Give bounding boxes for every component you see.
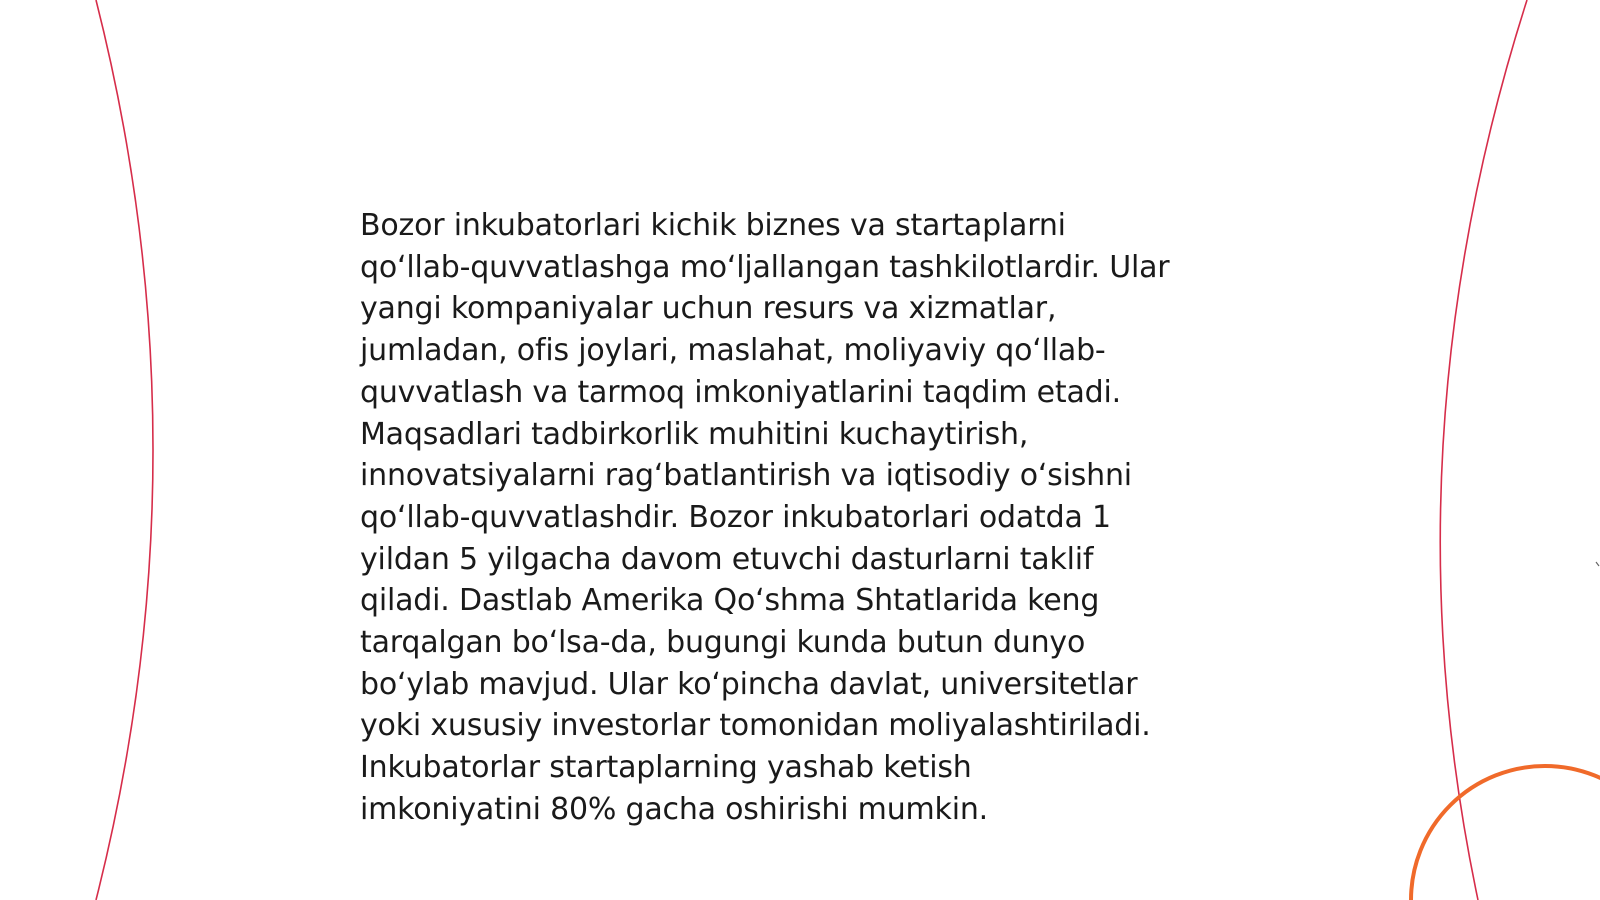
paragraph-line: qo‘llab-quvvatlashdir. Bozor inkubatorlari odatda 1: [360, 499, 1111, 535]
paragraph-line: jumladan, ofis joylari, maslahat, moliyaviy qo‘llab-: [360, 333, 1106, 369]
paragraph-line: tarqalgan bo‘lsa-da, bugungi kunda butun dunyo: [360, 625, 1086, 661]
right-arc: [1440, 0, 1527, 900]
paragraph-line: quvvatlash va tarmoq imkoniyatlarini taqdim etadi.: [360, 374, 1121, 410]
small-mark-icon: [1596, 562, 1599, 566]
paragraph-line: Bozor inkubatorlari kichik biznes va startaplarni: [360, 208, 1066, 243]
paragraph-line: innovatsiyalarni rag‘batlantirish va iqtisodiy o‘sishni: [360, 458, 1132, 494]
left-arc: [96, 0, 153, 900]
paragraph-line: qiladi. Dastlab Amerika Qo‘shma Shtatlarida keng: [360, 583, 1100, 619]
paragraph-line: Maqsadlari tadbirkorlik muhitini kuchaytirish,: [360, 416, 1029, 452]
paragraph-line: imkoniyatini 80% gacha oshirishi mumkin.: [360, 791, 988, 827]
body-paragraph: [360, 205, 1260, 831]
paragraph-line: yildan 5 yilgacha davom etuvchi dasturlarni taklif: [360, 541, 1094, 577]
paragraph-line: yangi kompaniyalar uchun resurs va xizmatlar,: [360, 291, 1057, 327]
paragraph-line: Inkubatorlar startaplarning yashab ketish: [360, 750, 972, 786]
paragraph-line: bo‘ylab mavjud. Ular ko‘pincha davlat, universitetlar: [360, 666, 1138, 702]
accent-circle: [1411, 766, 1600, 900]
paragraph-line: qo‘llab-quvvatlashga mo‘ljallangan tashkilotlardir. Ular: [360, 249, 1170, 285]
paragraph-line: yoki xususiy investorlar tomonidan moliyalashtiriladi.: [360, 708, 1151, 744]
